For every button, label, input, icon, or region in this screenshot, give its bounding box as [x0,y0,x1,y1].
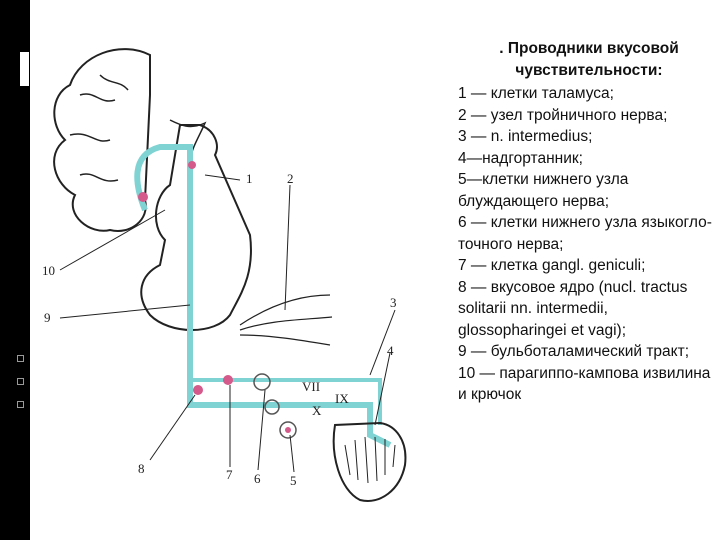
caption-item-8: 8 — вкусовое ядро (nucl. tractus solitarii nn. intermedii, glossopharingei et vagi); [458,278,688,339]
caption-item-7: 7 — клетка gangl. geniculi; [458,257,646,274]
brainstem-outline [141,125,251,330]
label-ix: IX [335,391,349,406]
taste-nucleus-cell [193,385,203,395]
decor-bar [20,52,29,86]
trigeminal-fibres [240,295,332,345]
caption-title: . Проводники вкусовой чувствительности: [499,40,679,79]
caption-item-9: 9 — бульботаламический тракт; [458,343,690,360]
leader-lines [60,175,395,472]
caption-item-4: 4—надгортанник; [458,149,583,167]
label-1: 1 [246,171,253,186]
taste-pathway-diagram [40,35,450,505]
label-4: 4 [387,343,394,358]
label-8: 8 [138,461,145,476]
decor-square [17,355,24,362]
label-vii: VII [302,379,321,394]
thalamic-cell [188,161,196,169]
label-9: 9 [44,310,51,325]
slide [30,0,720,540]
decor-square [17,378,24,385]
caption-item-10: 10 — парагиппо-кампова извилина и крючок [458,364,711,403]
label-5: 5 [290,473,297,488]
caption-item-1: 1 — клетки таламуса; [458,85,614,102]
left-decor-strip [0,0,30,540]
geniculate-ganglion-cell [223,375,233,385]
figure-caption [458,38,720,406]
caption-item-6: 6 — клетки нижнего узла языкогло-точного нерва; [458,214,712,253]
label-6: 6 [254,471,261,486]
label-10: 10 [42,263,55,278]
brain-gyri [70,75,128,181]
label-3: 3 [390,295,397,310]
label-2: 2 [287,171,294,186]
parahippocampal-cell [138,192,148,202]
caption-item-2: 2 — узел тройничного нерва; [458,106,668,124]
vagus-inferior-cell [285,427,291,433]
decor-square [17,401,24,408]
caption-item-3: 3 — n. intermedius; [458,128,593,145]
caption-item-5: 5—клетки нижнего узла блуждающего нерва; [458,171,629,210]
label-x: X [312,403,322,418]
label-7: 7 [226,467,233,482]
